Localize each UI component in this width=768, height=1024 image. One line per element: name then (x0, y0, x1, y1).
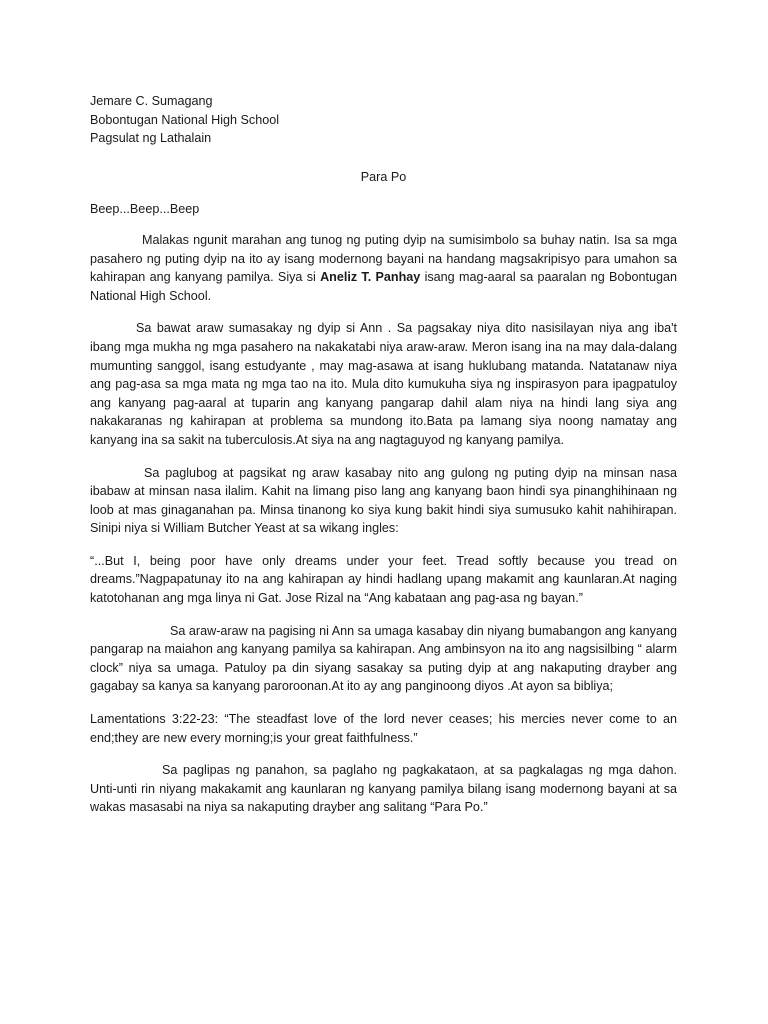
paragraph-1-text-b: isang mag-aaral sa paaralan ng Bobontugan National High School. (90, 270, 677, 303)
paragraph-4-quote: “...But I, being poor have only dreams under your feet. Tread softly because you tread on dreams.”Nagpapatunay ito na ang kahirapan ay hindi hadlang upang makamit ang kaunlaran.At naging katotohanan ang mga linya ni Gat. Jose Rizal na “Ang kabataan ang pag-asa ng bayan.” (90, 553, 677, 606)
paragraph-2: Sa bawat araw sumasakay ng dyip si Ann . Sa pagsakay niya dito nasisilayan niya ang iba't ibang mga mukha ng mga pasahero na nakakatabi niya araw-araw. Meron isang ina na may dala-dalang mumunting sanggol, isang estudyante , may mag-asawa at isang huklubang matanda. Natatanaw niya ang pag-asa sa mga mata ng mga tao na ito. Mula dito kumukuha siya ng inspirasyon para ipagpatuloy ang kanyang pag-aaral at tuparin ang kanyang pangarap dahil alam niya na hindi lang siya ang nakakaranas ng kahirapan at problema sa mundong ito.Bata pa lamang siya noong namatay ang kanyang ina sa sakit na tuberculosis.At siya na ang nagtaguyod ng kanyang pamilya. (90, 321, 677, 447)
school-name: Bobontugan National High School (90, 112, 280, 127)
paragraph-6-verse: Lamentations 3:22-23: “The steadfast love of the lord never ceases; his mercies never come to an end;they are new every morning;is your great faithfulness.” (90, 712, 677, 745)
student-name: Aneliz T. Panhay (320, 270, 421, 285)
paragraph-1-text-a: Malakas ngunit marahan ang tunog ng puting dyip na sumisimbolo sa buhay natin. Isa sa mga pasahero ng puting dyip na ito ay isang modernong bayani na handang magsakripisyo para umahon sa kahirapan ang kanyang pamilya. Siya si (90, 232, 677, 285)
document-page (90, 92, 677, 817)
paragraph-3: Sa paglubog at pagsikat ng araw kasabay nito ang gulong ng puting dyip na minsan nasa ibabaw at minsan nasa ilalim. Kahit na limang piso lang ang kanyang baon hindi sya pinanghihinaan ng loob at mas ginaganahan pa. Minsa tinanong ko siya kung bakit hindi siya sumusuko kahit nahihirapan. Sinipi niya si William Butcher Yeast at sa wikang ingles: (90, 465, 677, 536)
article-category: Pagsulat ng Lathalain (90, 131, 212, 146)
paragraph-5: Sa araw-araw na pagising ni Ann sa umaga kasabay din niyang bumabangon ang kanyang pangarap na maiahon ang kanyang pamilya sa kahirapan. Ang ambinsyon na ito ang nagsisilbing “ alarm clock” niya sa umaga. Patuloy pa din siyang sasakay sa puting dyip at ang nakaputing drayber ang gagabay sa kanya sa kanyang paroroonan.At ito ay ang panginoong diyos .At ayon sa bibliya; (90, 623, 677, 694)
paragraph-7: Sa paglipas ng panahon, sa paglaho ng pagkakataon, at sa pagkalagas ng mga dahon. Unti-unti rin niyang makakamit ang kaunlaran ng kanyang pamilya bilang isang modernong bayani at sa wakas masasabi na niya sa nakaputing drayber ang salitang “Para Po.” (90, 763, 677, 815)
article-title: Para Po (360, 169, 407, 184)
intro-line: Beep...Beep...Beep (90, 202, 200, 217)
paragraph-1 (90, 231, 677, 305)
author-name: Jemare C. Sumagang (90, 94, 213, 108)
